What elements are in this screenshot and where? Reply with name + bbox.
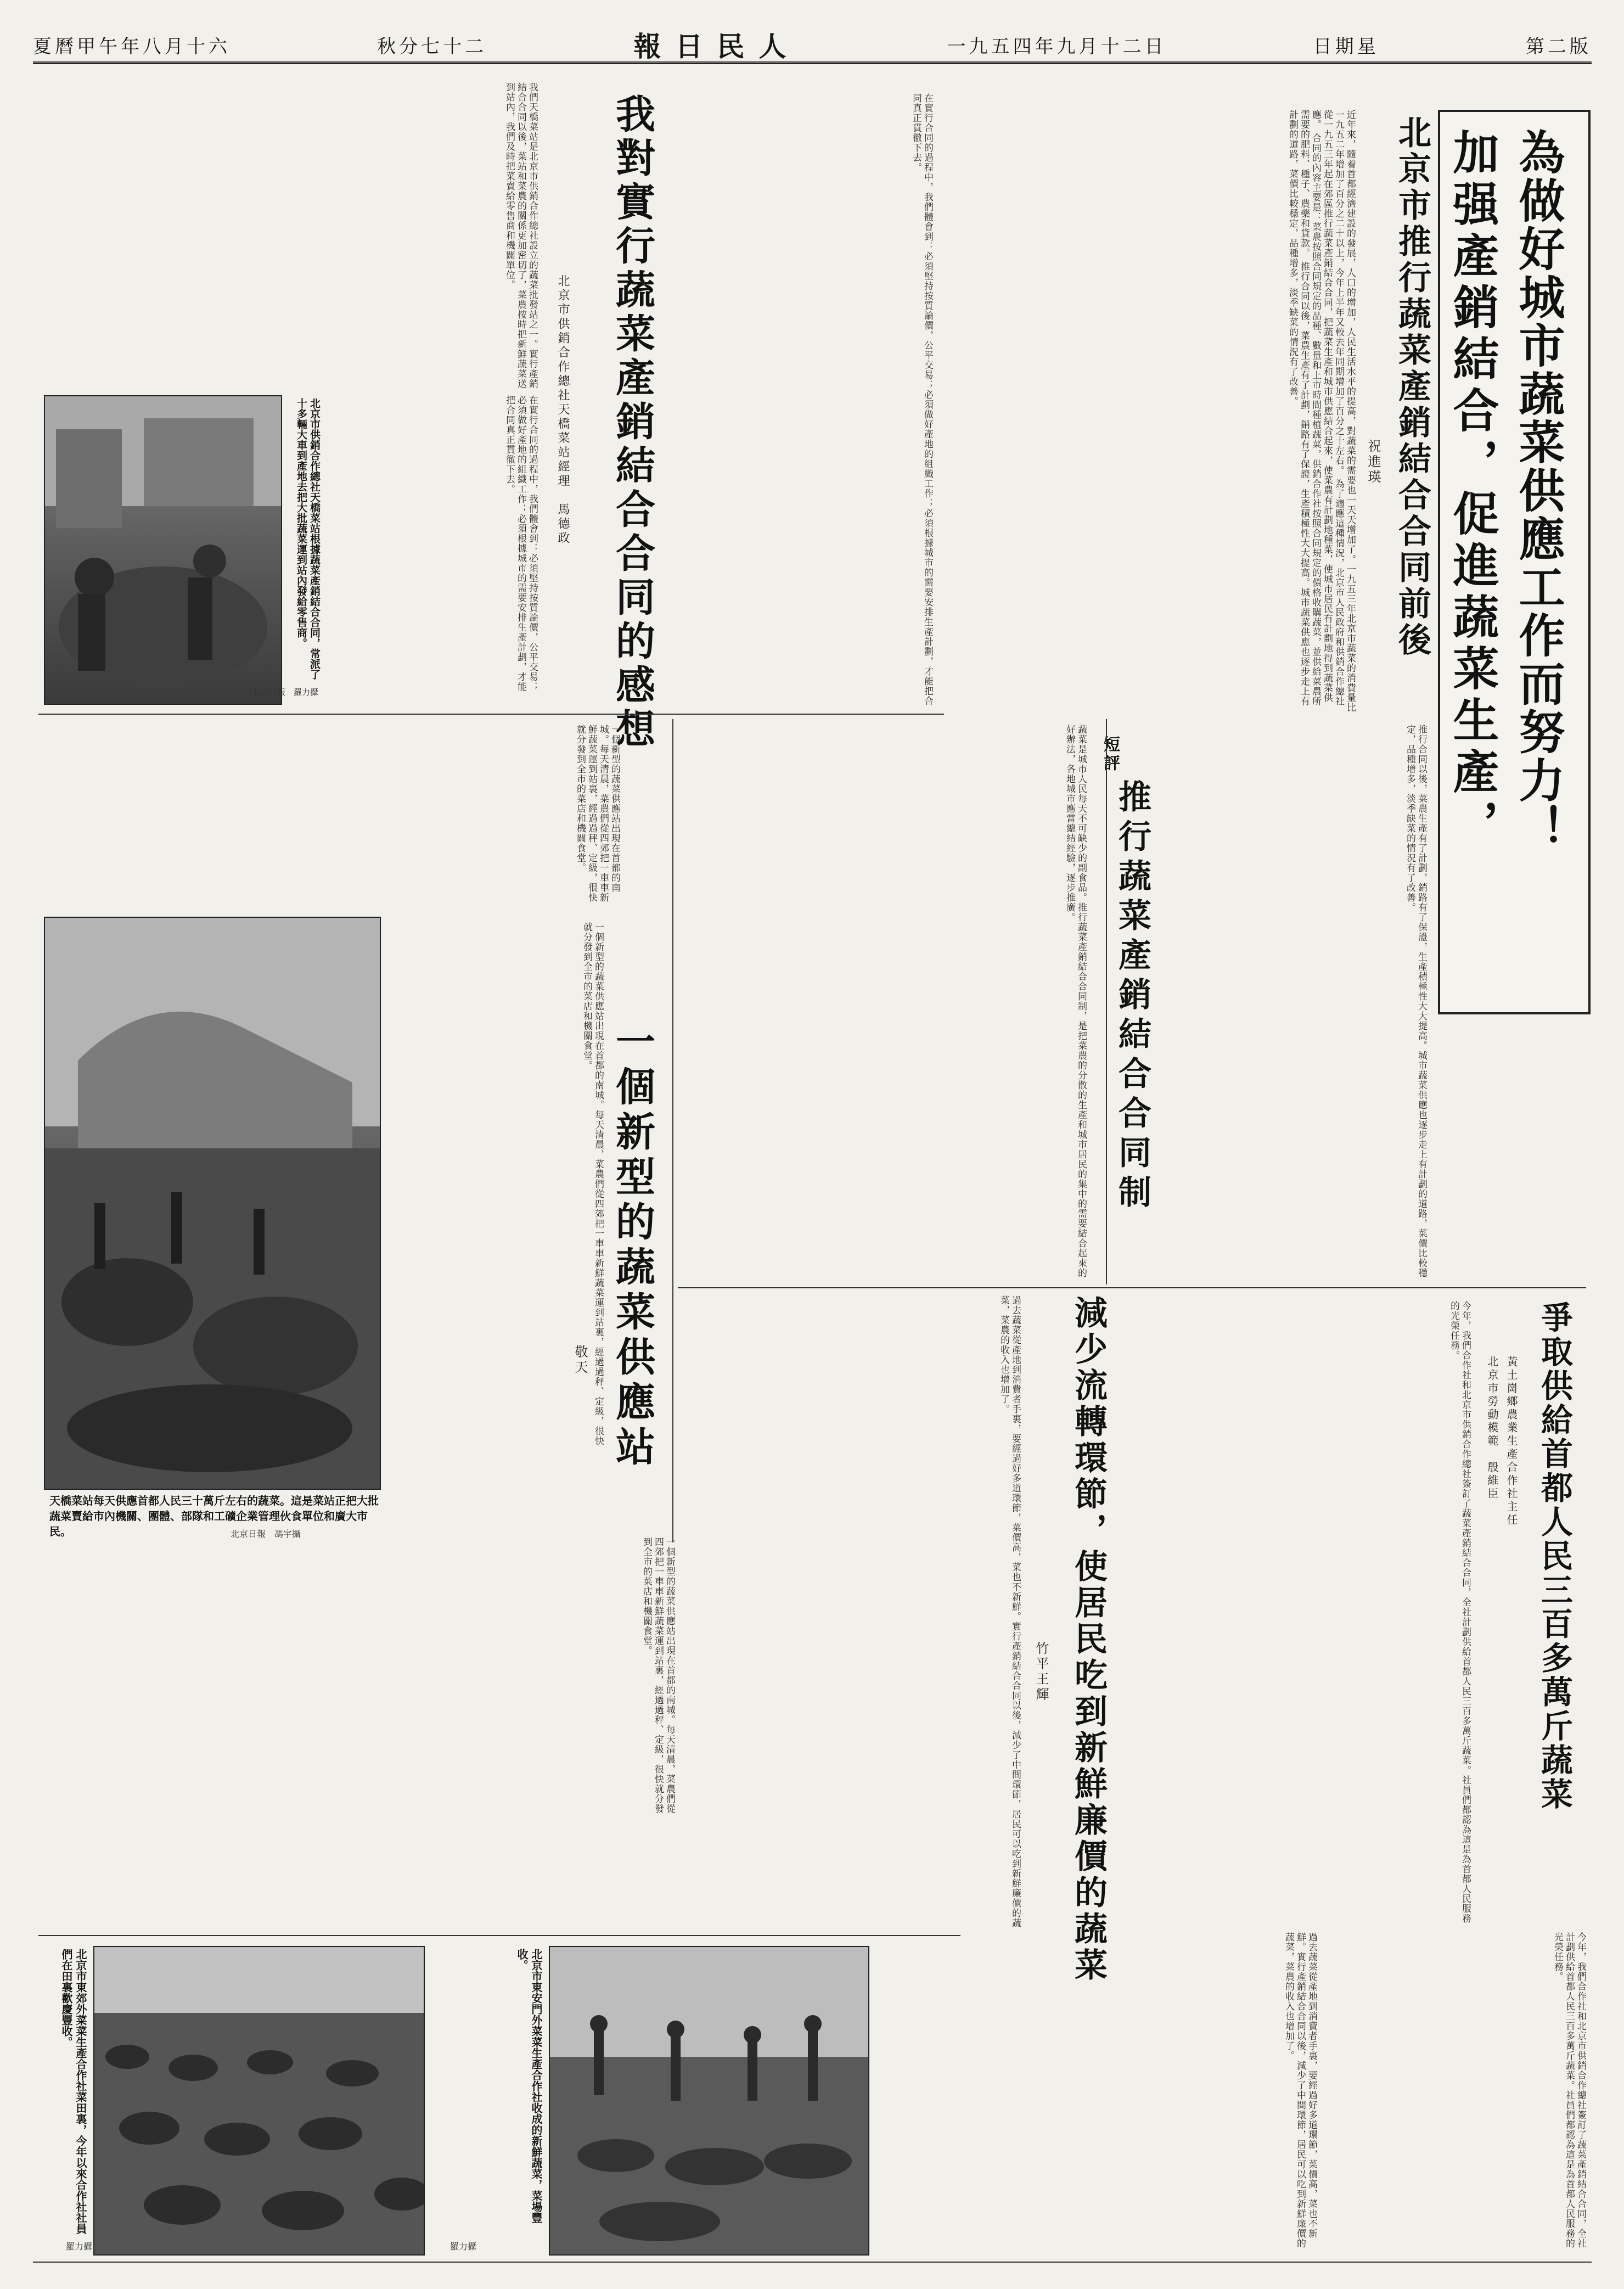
feelings-text-2: 在實行合同的過程中，我們體會到：必須堅持按質論價，公平交易；必須做好產地的組織工作；必須根據城市的需要安排生產計劃，才能把合同真正貫徹下去。 [911,93,933,706]
lead-body-continued [1169,725,1427,1284]
photo1-caption: 北京市供銷合作總社天橋菜站根據蔬菜產銷結合合同，常派了十多輛大車到產地去把大批蔬菜運到站內發給零售商。 [295,398,321,680]
supply-body [1114,1301,1471,1927]
station-body-top [44,725,620,911]
photo2-credit: 北京日報 馮宇攝 [231,1529,301,1539]
rule-right-column [1106,719,1107,1284]
station-text-2: 一個新型的蔬菜供應站出現在首都的南城。每天清晨，菜農們從四郊把一車車新鮮蔬菜運到站裏，經過過秤、定級，很快就分發到全市的菜店和機關食堂。 [581,922,604,1446]
station-body-bottom [44,1537,675,1822]
lead-headline-box [1438,110,1591,1014]
lead-title-line-1: 加强產銷結合，促進蔬菜生產， [1446,128,1500,851]
feelings-text-3: 在實行合同的過程中，我們體會到：必須堅持按質論價，公平交易；必須做好產地的組織工作；必須根據城市的需要安排生產計劃，才能把合同真正貫徹下去。 [504,395,538,692]
lead-title-line-2: 為做好城市蔬菜供應工作而努力！ [1511,128,1566,853]
commentary-tag: 短評 [1100,736,1120,773]
lead-body-text-4: 推行合同以後，菜農生產有了計劃，銷路有了保證，生產積極性大大提高。城市蔬菜供應也逐步走上有計劃的道路，菜價比較穩定，品種增多，淡季缺菜的情況有了改善。 [1287,110,1310,706]
lead-body-text-cont: 推行合同以後，菜農生產有了計劃，銷路有了保證，生產積極性大大提高。城市蔬菜供應也逐步走上有計劃的道路，菜價比較穩定，品種增多，淡季缺菜的情況有了改善。 [1404,725,1427,1278]
photo-vegetable-station-carts [44,395,282,705]
rule-feelings-bottom [38,714,944,715]
circulation-body [681,1295,1021,1943]
station-byline: 敬天 [572,1345,588,1376]
lead-body [949,110,1356,714]
station-body-right [384,922,604,1449]
feelings-byline: 北京市供銷合作總社天橋菜站經理 馬德政 [556,274,570,546]
masthead [33,27,1592,64]
paper-name: 報日民人 [633,30,801,63]
photo-farmers-field [549,1946,869,2256]
rule-bottom-photos-top [38,1935,960,1936]
photo2-caption: 天橋菜站每天供應首都人民三十萬斤左右的蔬菜。這是菜站正把大批蔬菜賣給市內機關、團體、部隊和工礦企業管理伙食單位和廣大市民。 [49,1494,379,1538]
commentary-title: 推行蔬菜產銷結合合同制 [1113,779,1151,1214]
weekday: 日期星 [1313,35,1379,58]
rule-page-bottom [33,2262,1592,2263]
supply-text-1: 今年，我們合作社和北京市供銷合作總社簽訂了蔬菜產銷結合合同，全社計劃供給首都人民三百多萬斤蔬菜。社員們都認為這是為首都人民服務的光榮任務。 [1448,1301,1471,1923]
lead-body-text-3: 合同的內容主要是：菜農按照合同規定的品種、數量和上市時間種植蔬菜，供銷合作社按照合同規定的價格收購蔬菜，並供給菜農所需要的肥料、種子、農藥和貸款。 [1299,110,1321,706]
photo-field-harvest [93,1946,425,2256]
lead-body-text-1: 近年來，隨着首都經濟建設的發展，人口的增加，人民生活水平的提高，對蔬菜的需要也一天天增加了。一九五三年北京市蔬菜的消費量比一九五二年增加了百分之二十以上，今年上半年又較去年同期增加了百分之十左右。 [1333,110,1356,712]
photo-station-crowd [44,917,381,1490]
issue-date: 一九五四年九月十二日 [947,35,1167,58]
solar-term: 秋分七十二 [377,35,487,58]
feelings-text-1: 我們天橋菜站是北京市供銷合作總社設立的蔬菜批發站之一。實行產銷結合合同以後，菜站和菜農的關係更加密切了，菜農按時把新鮮蔬菜送到站內，我們及時把菜賣給零售商和機關單位。 [504,82,538,389]
feelings-body-side [329,395,538,692]
photo4-caption: 北京市東安門外菜菜生產合作社收成的新鮮蔬菜，菜場豐收。 [515,1949,543,2223]
photo-carts-illustration [45,396,281,704]
circulation-title: 減少流轉環節，使居民吃到新鮮廉價的蔬菜 [1069,1295,1108,1984]
lead-subtitle: 北京市推行蔬菜產銷結合合同前後 [1393,115,1431,659]
commentary-text: 蔬菜是城市人民每天不可缺少的副食品。推行蔬菜產銷結合合同制，是把菜農的分散的生產和城市居民的集中的需要結合起來的好辦法，各地城市應當總結經驗，逐步推廣。 [1064,725,1087,1278]
feelings-body-mid [675,93,933,708]
photo-crowd-illustration [45,918,380,1489]
station-text-1: 一個新型的蔬菜供應站出現在首都的南城。每天清晨，菜農們從四郊把一車車新鮮蔬菜運到站裏，經過過秤、定級，很快就分發到全市的菜店和機關食堂。 [575,725,620,902]
photo-farmers-illustration [550,1947,868,2254]
station-title: 一個新型的蔬菜供應站 [609,1021,656,1471]
page-label: 第二版 [1525,35,1592,58]
feelings-title: 我對實行蔬菜產銷結合合同的感想 [609,93,656,752]
photo4-credit: 羅力攝 [450,2241,477,2252]
circulation-body-lower [966,1932,1317,2251]
rule-commentary-bottom [678,1287,1586,1288]
feelings-body-top [44,82,538,390]
photo-field-illustration [94,1947,424,2254]
supply-byline: 北京市勞動模範 殷維臣 [1486,1356,1499,1501]
rule-center [672,719,673,1542]
supply-title: 爭取供給首都人民三百多萬斤蔬菜 [1536,1301,1573,1811]
photo3-credit: 羅力攝 [66,2241,93,2252]
lead-byline: 祝進瑛 [1365,439,1381,485]
lead-body-text-2: 為了適應這種情況，北京市人民政府和供銷合作總社從一九五三年起在郊區推行蔬菜產銷結合合同，把蔬菜生產和城市供應結合起來，使菜農有計劃地種菜，使城市居民有計劃地得到蔬菜供應。 [1310,110,1344,706]
supply-text-2: 今年，我們合作社和北京市供銷合作總社簽訂了蔬菜產銷結合合同，全社計劃供給首都人民三百多萬斤蔬菜。社員們都認為這是為首都人民服務的光榮任務。 [1552,1932,1586,2248]
circulation-byline: 竹平王輝 [1033,1641,1049,1703]
station-text-3: 一個新型的蔬菜供應站出現在首都的南城。每天清晨，菜農們從四郊把一車車新鮮蔬菜運到站裏，經過過秤、定級，很快就分發到全市的菜店和機關食堂。 [641,1537,675,1814]
supply-body-lower [1323,1932,1586,2251]
lunar-date: 夏曆甲午年八月十六 [33,35,231,58]
circulation-text-2: 過去蔬菜從產地到消費者手裏，要經過好多道環節，菜價高，菜也不新鮮。實行產銷結合合同以後，減少了中間環節，居民可以吃到新鮮廉價的蔬菜，菜農的收入也增加了。 [1283,1932,1317,2248]
commentary-body [681,725,1087,1284]
circulation-text-1: 過去蔬菜從產地到消費者手裏，要經過好多道環節，菜價高，菜也不新鮮。實行產銷結合合同以後，減少了中間環節，居民可以吃到新鮮廉價的蔬菜，菜農的收入也增加了。 [998,1295,1021,1928]
supply-byline-prefix: 黃土崗鄉農業生產合作社主任 [1505,1356,1518,1527]
photo3-caption: 北京市東郊外菜菜生產合作社菜田裏，今年以來合作社社員們在田裏歡慶豐收。 [60,1949,87,2234]
photo1-credit: 北京日報 羅力攝 [252,687,319,697]
